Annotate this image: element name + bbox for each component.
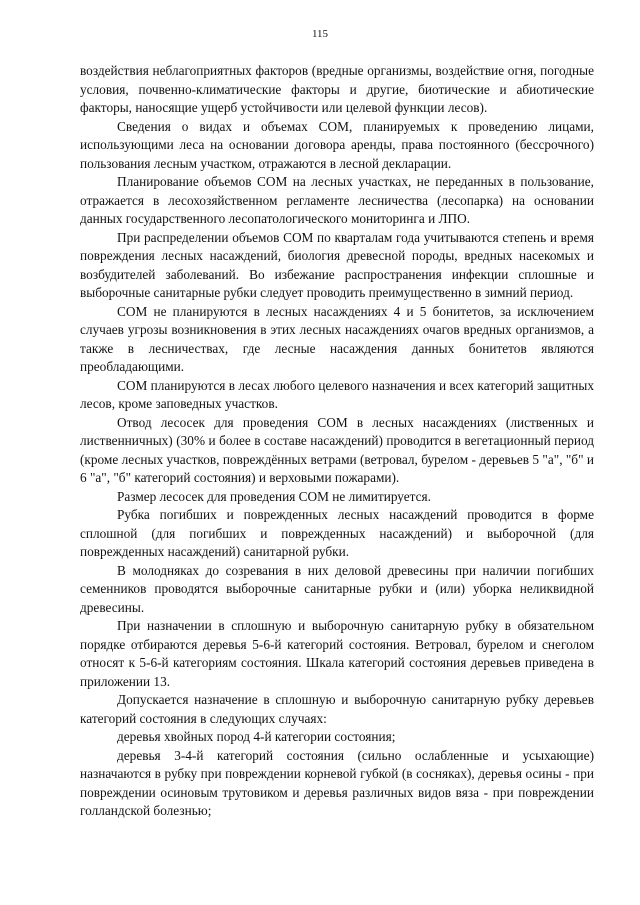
paragraph-9: Рубка погибших и поврежденных лесных насаждений проводится в форме сплошной (для погибших и поврежденных насаждений) и выборочной (для поврежденных насаждений) санитарной рубки. xyxy=(80,507,594,559)
paragraph-6: СОМ планируются в лесах любого целевого назначения и всех категорий защитных лесов, кроме заповедных участков. xyxy=(80,377,594,411)
paragraph-3: Планирование объемов СОМ на лесных участках, не переданных в пользование, отражается в лесохозяйственном регламенте лесничества (лесопарка) на основании данных государственного лесопатологического мониторинга и ЛПО. xyxy=(80,174,594,226)
paragraph-8: Размер лесосек для проведения СОМ не лимитируется. xyxy=(117,488,432,504)
paragraph-12: Допускается назначение в сплошную и выборочную санитарную рубку деревьев категорий состояния в следующих случаях: xyxy=(80,692,594,726)
paragraph-13: деревья хвойных пород 4-й категории состояния; xyxy=(117,729,396,744)
body-text xyxy=(80,62,594,821)
paragraph-2: Сведения о видах и объемах СОМ, планируемых к проведению лицами, использующими леса на основании договора аренды, права постоянного (бессрочного) пользования лесным участком, отражаются в лесной декларации. xyxy=(80,118,594,171)
page-number: 115 xyxy=(311,28,329,40)
paragraph-10: В молодняках до созревания в них деловой древесины при наличии погибших семенников проводятся выборочные санитарные рубки и (или) уборка неликвидной древесины. xyxy=(80,562,594,615)
paragraph-11: При назначении в сплошную и выборочную санитарную рубку в обязательном порядке отбираются деревья 5-6-й категорий состояния. Ветровал, бурелом и снеголом относят к 5-6-й категориям состояния. Шкала категорий состояния деревьев приведена в приложении 13. xyxy=(80,618,594,689)
paragraph-7: Отвод лесосек для проведения СОМ в лесных насаждениях (лиственных и лиственничных) (30% и более в составе насаждений) проводится в вегетационный период (кроме лесных участков, повреждённых ветрами (ветровал, бурелом - деревьев 5 "а", "б" и 6 "а", "б" категорий состояния) и верховыми пожарами). xyxy=(80,414,594,485)
paragraph-1: воздействия неблагоприятных факторов (вредные организмы, воздействие огня, погодные условия, почвенно-климатические факторы и другие, биотические и абиотические факторы, наносящие ущерб устойчивости или целевой функции лесов). xyxy=(80,63,594,115)
paragraph-14: деревья 3-4-й категорий состояния (сильно ослабленные и усыхающие) назначаются в рубку при повреждении корневой губкой (в сосняках), деревья осины - при повреждении осиновым трутовиком и деревья различных видов вяза - при повреждении голландской болезнью; xyxy=(80,747,594,818)
paragraph-4: При распределении объемов СОМ по кварталам года учитываются степень и время повреждения лесных насаждений, биология древесной породы, вредных насекомых и возбудителей заболеваний. Во избежание распространения инфекции сплошные и выборочные санитарные рубки следует проводить преимущественно в зимний период. xyxy=(80,229,594,300)
paragraph-5: СОМ не планируются в лесных насаждениях 4 и 5 бонитетов, за исключением случаев угрозы возникновения в этих лесных насаждениях очагов вредных организмов, а также в лесничествах, где лесные насаждения данных бонитетов являются преобладающими. xyxy=(80,303,594,374)
